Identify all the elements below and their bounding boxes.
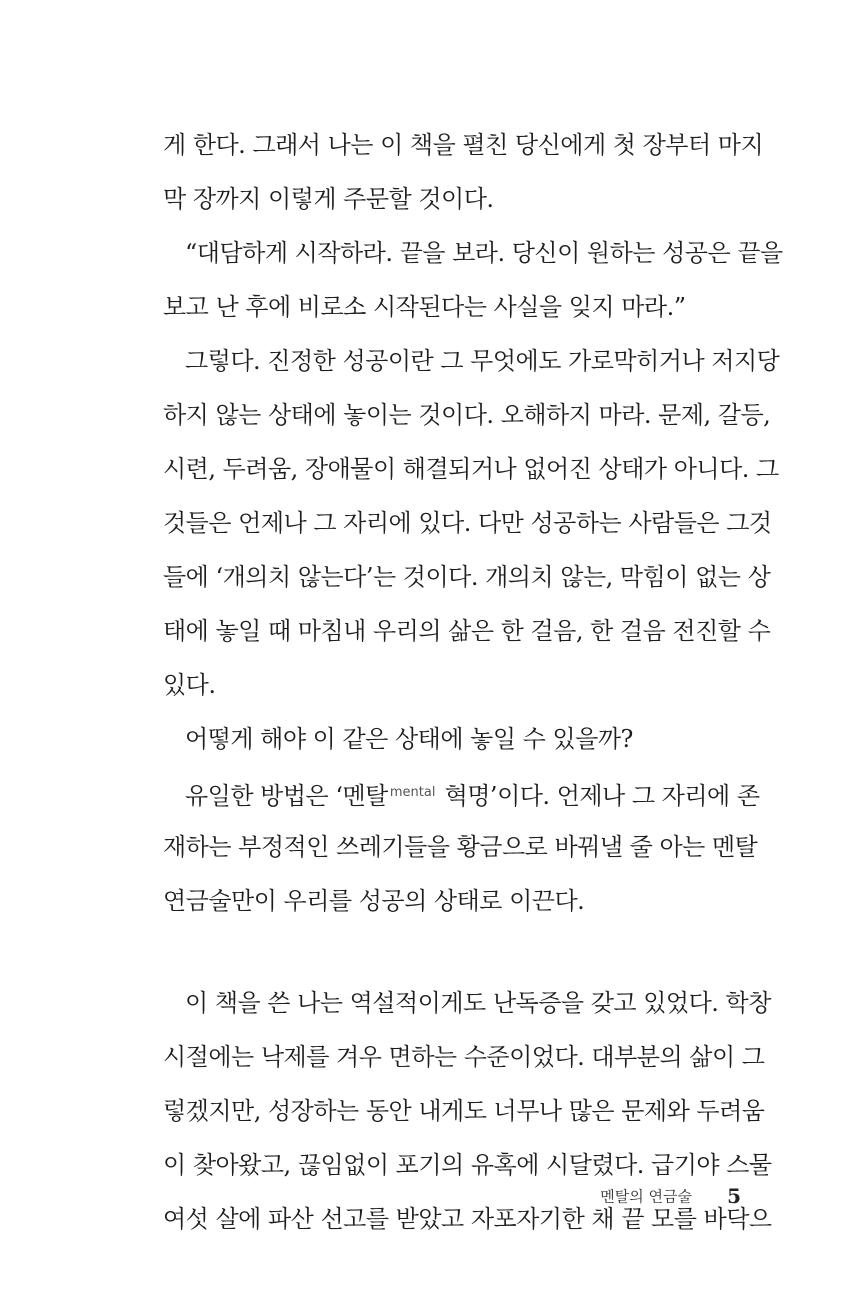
- text-line: 연금술만이 우리를 성공의 상태로 이끈다.: [163, 887, 585, 915]
- text-line: 이 책을 쓴 나는 역설적이게도 난독증을 갖고 있었다. 학창: [185, 989, 771, 1017]
- text-line: 시련, 두려움, 장애물이 해결되거나 없어진 상태가 아니다. 그: [163, 455, 779, 483]
- text-line: 그렇다. 진정한 성공이란 그 무엇에도 가로막히거나 저지당: [185, 347, 780, 375]
- text-line: 하지 않는 상태에 놓이는 것이다. 오해하지 마라. 문제, 갈등,: [163, 401, 771, 429]
- text-fragment: 유일한 방법은 ‘멘탈: [185, 782, 388, 810]
- text-line: 이 찾아왔고, 끊임없이 포기의 유혹에 시달렸다. 급기야 스물: [163, 1151, 772, 1179]
- text-line: 어떻게 해야 이 같은 상태에 놓일 수 있을까?: [185, 725, 633, 753]
- text-line: “대담하게 시작하라. 끝을 보라. 당신이 원하는 성공은 끝을: [185, 239, 783, 267]
- text-line: 막 장까지 이렇게 주문할 것이다.: [163, 185, 494, 213]
- text-line: 렇겠지만, 성장하는 동안 내게도 너무나 많은 문제와 두려움: [163, 1097, 765, 1125]
- page-number: 5: [727, 1184, 741, 1208]
- english-gloss: mental: [389, 785, 436, 800]
- text-fragment: 혁명’이다. 언제나 그 자리에 존: [437, 782, 760, 810]
- text-line: 재하는 부정적인 쓰레기들을 황금으로 바꿔낼 줄 아는 멘탈: [163, 833, 758, 861]
- text-line: 것들은 언제나 그 자리에 있다. 다만 성공하는 사람들은 그것: [163, 509, 772, 537]
- page-footer: [0, 1184, 741, 1208]
- text-line: 보고 난 후에 비로소 시작된다는 사실을 잊지 마라.”: [163, 293, 686, 321]
- text-line: 들에 ‘개의치 않는다’는 것이다. 개의치 않는, 막힘이 없는 상: [163, 563, 771, 591]
- text-line: 시절에는 낙제를 겨우 면하는 수준이었다. 대부분의 삶이 그: [163, 1043, 765, 1071]
- page-body: [163, 118, 783, 1246]
- text-line-with-gloss: [163, 766, 760, 820]
- text-line: 게 한다. 그래서 나는 이 책을 펼친 당신에게 첫 장부터 마지: [163, 131, 764, 159]
- text-line: 있다.: [163, 671, 216, 699]
- running-title: 멘탈의 연금술: [600, 1187, 692, 1206]
- text-line: 여섯 살에 파산 선고를 받았고 자포자기한 채 끝 모를 바닥으: [163, 1205, 772, 1233]
- section-break: [163, 928, 741, 976]
- text-line: 태에 놓일 때 마침내 우리의 삶은 한 걸음, 한 걸음 전진할 수: [163, 617, 771, 645]
